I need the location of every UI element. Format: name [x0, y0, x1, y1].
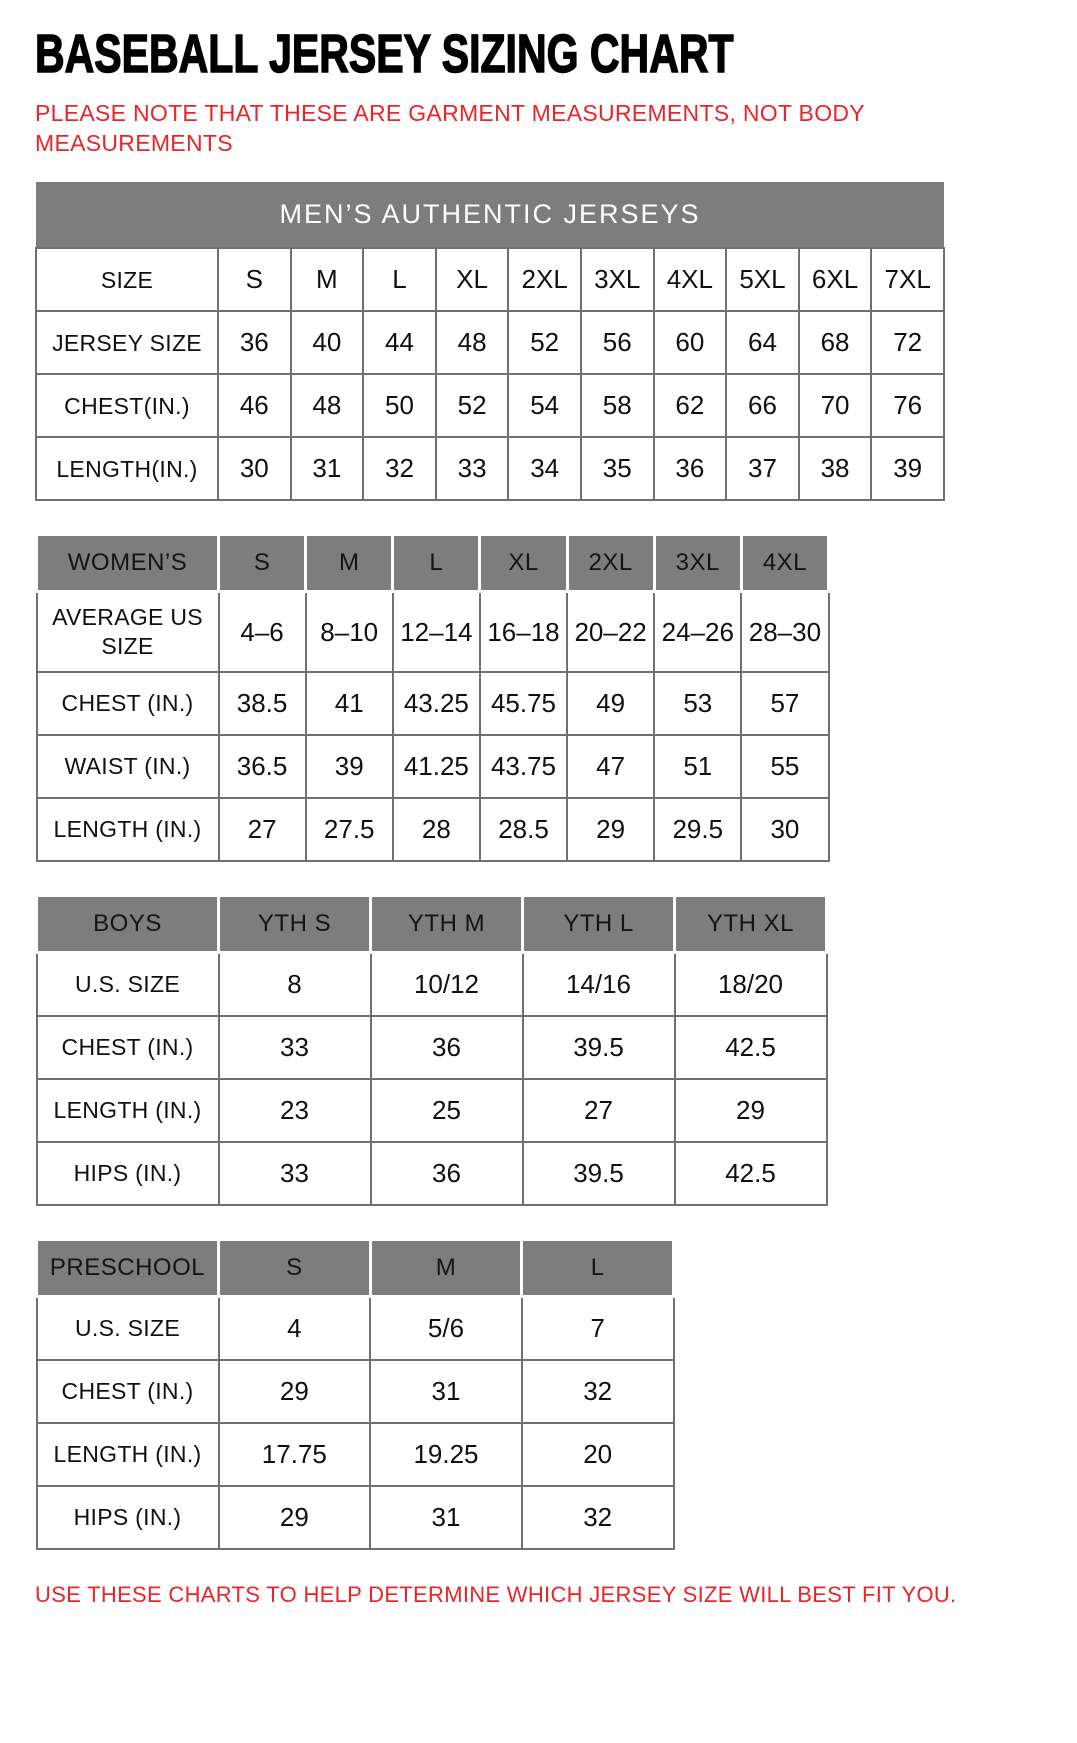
header-size-cell: S: [219, 535, 306, 592]
value-cell: 70: [799, 374, 872, 437]
table-row: [36, 248, 944, 311]
value-cell: 27: [523, 1079, 675, 1142]
value-cell: 29: [219, 1486, 371, 1549]
value-cell: 55: [741, 735, 828, 798]
value-cell: 60: [654, 311, 727, 374]
value-cell: 23: [219, 1079, 371, 1142]
table-row: [37, 672, 829, 735]
banner-row: [36, 182, 944, 248]
header-size-cell: L: [522, 1239, 674, 1296]
row-label: LENGTH (IN.): [37, 1423, 219, 1486]
value-cell: 19.25: [370, 1423, 522, 1486]
page-title: BASEBALL JERSEY SIZING CHART: [35, 24, 734, 84]
value-cell: 6XL: [799, 248, 872, 311]
value-cell: 56: [581, 311, 654, 374]
value-cell: 36: [654, 437, 727, 500]
value-cell: 38.5: [219, 672, 306, 735]
value-cell: 37: [726, 437, 799, 500]
row-label: WAIST (IN.): [37, 735, 219, 798]
boys-table: [35, 894, 828, 1206]
value-cell: 27.5: [306, 798, 393, 861]
value-cell: 34: [508, 437, 581, 500]
table-row: [37, 952, 827, 1016]
boys-table-header-row: [37, 895, 827, 952]
value-cell: 28.5: [480, 798, 567, 861]
preschool-table-header-row: [37, 1239, 674, 1296]
table-row: [36, 374, 944, 437]
table-row: [37, 592, 829, 672]
row-label: U.S. SIZE: [37, 952, 219, 1016]
header-group-label: WOMEN’S: [37, 535, 219, 592]
value-cell: 10/12: [371, 952, 523, 1016]
value-cell: 64: [726, 311, 799, 374]
value-cell: 51: [654, 735, 741, 798]
value-cell: 66: [726, 374, 799, 437]
value-cell: 30: [741, 798, 828, 861]
value-cell: 32: [522, 1486, 674, 1549]
value-cell: 44: [363, 311, 436, 374]
table-row: [37, 1360, 674, 1423]
value-cell: 62: [654, 374, 727, 437]
value-cell: S: [218, 248, 291, 311]
header-size-cell: S: [219, 1239, 371, 1296]
value-cell: 5/6: [370, 1296, 522, 1360]
value-cell: M: [291, 248, 364, 311]
value-cell: 39.5: [523, 1142, 675, 1205]
value-cell: 53: [654, 672, 741, 735]
header-size-cell: M: [306, 535, 393, 592]
value-cell: 50: [363, 374, 436, 437]
value-cell: 4: [219, 1296, 371, 1360]
row-label: LENGTH (IN.): [37, 798, 219, 861]
value-cell: 48: [291, 374, 364, 437]
value-cell: 58: [581, 374, 654, 437]
value-cell: 47: [567, 735, 654, 798]
value-cell: 39: [871, 437, 944, 500]
value-cell: 29: [675, 1079, 827, 1142]
value-cell: 76: [871, 374, 944, 437]
value-cell: 27: [219, 798, 306, 861]
value-cell: 31: [370, 1486, 522, 1549]
table-row: [37, 1142, 827, 1205]
row-label: HIPS (IN.): [37, 1142, 219, 1205]
table-row: [37, 1079, 827, 1142]
womens-table-header-row: [37, 535, 829, 592]
value-cell: 20: [522, 1423, 674, 1486]
table-row: [37, 1423, 674, 1486]
header-size-cell: YTH XL: [675, 895, 827, 952]
value-cell: 17.75: [219, 1423, 371, 1486]
row-label: U.S. SIZE: [37, 1296, 219, 1360]
value-cell: L: [363, 248, 436, 311]
value-cell: 72: [871, 311, 944, 374]
value-cell: 31: [370, 1360, 522, 1423]
value-cell: 48: [436, 311, 509, 374]
value-cell: 33: [219, 1142, 371, 1205]
value-cell: 49: [567, 672, 654, 735]
header-size-cell: YTH S: [219, 895, 371, 952]
fit-advice-footer: USE THESE CHARTS TO HELP DETERMINE WHICH JERSEY SIZE WILL BEST FIT YOU.: [35, 1581, 957, 1607]
row-label: JERSEY SIZE: [36, 311, 218, 374]
table-row: [37, 735, 829, 798]
value-cell: 40: [291, 311, 364, 374]
value-cell: 43.75: [480, 735, 567, 798]
garment-measurements-note: PLEASE NOTE THAT THESE ARE GARMENT MEASUREMENTS, NOT BODY MEASUREMENTS: [35, 99, 865, 156]
value-cell: 24–26: [654, 592, 741, 672]
value-cell: 38: [799, 437, 872, 500]
value-cell: 29.5: [654, 798, 741, 861]
value-cell: 41.25: [393, 735, 480, 798]
row-label: CHEST (IN.): [37, 1016, 219, 1079]
mens-authentic-jerseys-table: [35, 182, 945, 501]
table-row: [37, 1296, 674, 1360]
value-cell: XL: [436, 248, 509, 311]
value-cell: 46: [218, 374, 291, 437]
value-cell: 3XL: [581, 248, 654, 311]
value-cell: 42.5: [675, 1142, 827, 1205]
value-cell: 12–14: [393, 592, 480, 672]
value-cell: 52: [436, 374, 509, 437]
value-cell: 28: [393, 798, 480, 861]
value-cell: 7: [522, 1296, 674, 1360]
value-cell: 29: [567, 798, 654, 861]
value-cell: 54: [508, 374, 581, 437]
header-size-cell: XL: [480, 535, 567, 592]
value-cell: 18/20: [675, 952, 827, 1016]
header-size-cell: YTH M: [371, 895, 523, 952]
header-size-cell: YTH L: [523, 895, 675, 952]
value-cell: 30: [218, 437, 291, 500]
value-cell: 25: [371, 1079, 523, 1142]
value-cell: 36: [371, 1142, 523, 1205]
table-row: [37, 798, 829, 861]
table-row: [37, 1486, 674, 1549]
value-cell: 33: [436, 437, 509, 500]
value-cell: 45.75: [480, 672, 567, 735]
tables-region: [35, 182, 1042, 1550]
value-cell: 36.5: [219, 735, 306, 798]
value-cell: 39: [306, 735, 393, 798]
value-cell: 28–30: [741, 592, 828, 672]
value-cell: 39.5: [523, 1016, 675, 1079]
header-size-cell: M: [370, 1239, 522, 1296]
value-cell: 7XL: [871, 248, 944, 311]
value-cell: 2XL: [508, 248, 581, 311]
value-cell: 4XL: [654, 248, 727, 311]
table-row: [37, 1016, 827, 1079]
value-cell: 8: [219, 952, 371, 1016]
value-cell: 32: [522, 1360, 674, 1423]
value-cell: 14/16: [523, 952, 675, 1016]
header-size-cell: 3XL: [654, 535, 741, 592]
value-cell: 8–10: [306, 592, 393, 672]
value-cell: 68: [799, 311, 872, 374]
value-cell: 16–18: [480, 592, 567, 672]
value-cell: 43.25: [393, 672, 480, 735]
row-label: CHEST (IN.): [37, 1360, 219, 1423]
value-cell: 4–6: [219, 592, 306, 672]
header-size-cell: 4XL: [741, 535, 828, 592]
value-cell: 57: [741, 672, 828, 735]
row-label: HIPS (IN.): [37, 1486, 219, 1549]
table-row: [36, 311, 944, 374]
table-row: [36, 437, 944, 500]
header-group-label: PRESCHOOL: [37, 1239, 219, 1296]
header-group-label: BOYS: [37, 895, 219, 952]
preschool-table: [35, 1238, 675, 1550]
value-cell: 36: [218, 311, 291, 374]
row-label: LENGTH(IN.): [36, 437, 218, 500]
value-cell: 31: [291, 437, 364, 500]
value-cell: 36: [371, 1016, 523, 1079]
row-label: CHEST (IN.): [37, 672, 219, 735]
value-cell: 5XL: [726, 248, 799, 311]
value-cell: 33: [219, 1016, 371, 1079]
value-cell: 20–22: [567, 592, 654, 672]
row-label: SIZE: [36, 248, 218, 311]
row-label: AVERAGE US SIZE: [37, 592, 219, 672]
value-cell: 35: [581, 437, 654, 500]
row-label: LENGTH (IN.): [37, 1079, 219, 1142]
mens-authentic-jerseys-table-banner: MEN’S AUTHENTIC JERSEYS: [36, 182, 944, 248]
value-cell: 52: [508, 311, 581, 374]
row-label: CHEST(IN.): [36, 374, 218, 437]
value-cell: 32: [363, 437, 436, 500]
value-cell: 42.5: [675, 1016, 827, 1079]
header-size-cell: L: [393, 535, 480, 592]
value-cell: 29: [219, 1360, 371, 1423]
value-cell: 41: [306, 672, 393, 735]
header-size-cell: 2XL: [567, 535, 654, 592]
womens-table: [35, 533, 830, 862]
